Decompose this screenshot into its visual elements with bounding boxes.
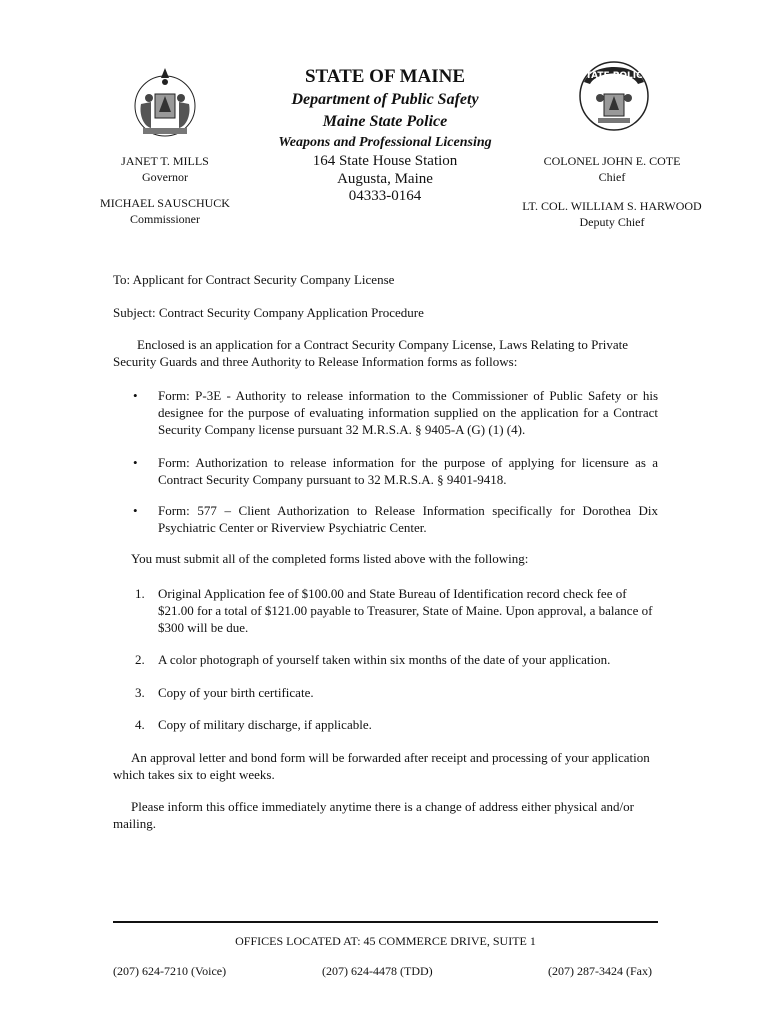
badge-text: STATE POLICE xyxy=(579,71,649,81)
bullet-icon: • xyxy=(133,388,138,403)
submit-intro: You must submit all of the completed forms listed above with the following: xyxy=(131,551,529,566)
state-title: STATE OF MAINE xyxy=(304,66,466,87)
approval-paragraph: An approval letter and bond form will be forwarded after receipt and processing of your application which takes six to eight weeks. xyxy=(113,750,650,782)
footer-voice-phone: (207) 624-7210 (Voice) xyxy=(113,964,227,978)
deputy-chief-title: Deputy Chief xyxy=(579,215,645,229)
footer-tdd-phone: (207) 624-4478 (TDD) xyxy=(322,964,433,978)
bullet-icon: • xyxy=(133,455,138,470)
item-number: 2. xyxy=(135,652,145,667)
requirement-text: Copy of your birth certificate. xyxy=(158,685,314,700)
deputy-chief-name: LT. COL. WILLIAM S. HARWOOD xyxy=(522,199,702,213)
inform-paragraph: Please inform this office immediately anytime there is a change of address either physical and/or mailing. xyxy=(113,799,634,831)
form-description: Form: 577 – Client Authorization to Release Information specifically for Dorothea Dix Psychiatric Center or Riverview Psychiatric Center. xyxy=(158,503,658,535)
requirement-text: Copy of military discharge, if applicable. xyxy=(158,717,372,732)
item-number: 1. xyxy=(135,586,145,601)
to-line: To: Applicant for Contract Security Company License xyxy=(113,272,395,287)
footer-divider xyxy=(113,921,658,923)
commissioner-name: MICHAEL SAUSCHUCK xyxy=(100,196,230,210)
department-name: Department of Public Safety xyxy=(291,91,479,108)
address-line-3: 04333-0164 xyxy=(348,188,422,204)
footer-fax-number: (207) 287-3424 (Fax) xyxy=(548,964,652,978)
commissioner-title: Commissioner xyxy=(129,212,200,226)
subject-line: Subject: Contract Security Company Application Procedure xyxy=(113,305,424,320)
item-number: 3. xyxy=(135,685,145,700)
address-line-1: 164 State House Station xyxy=(312,153,458,169)
state-seal-icon xyxy=(125,62,205,142)
form-description: Form: P-3E - Authority to release information to the Commissioner of Public Safety or his designee for the purpose of evaluating information supplied on the application for a Contract Security Company license pursuant 32 M.R.S.A. § 9405-A (G) (1) (4). xyxy=(158,388,658,437)
bullet-icon: • xyxy=(133,503,138,518)
footer-office-address: OFFICES LOCATED AT: 45 COMMERCE DRIVE, SUITE 1 xyxy=(235,934,536,948)
chief-title: Chief xyxy=(598,170,626,184)
governor-title: Governor xyxy=(142,170,188,184)
address-line-2: Augusta, Maine xyxy=(337,171,433,187)
item-number: 4. xyxy=(135,717,145,732)
agency-name: Maine State Police xyxy=(322,113,448,130)
division-name: Weapons and Professional Licensing xyxy=(278,135,492,150)
intro-paragraph: Enclosed is an application for a Contract Security Company License, Laws Relating to Private Security Guards and three Authority to Release Information forms as follows: xyxy=(113,337,628,369)
chief-name: COLONEL JOHN E. COTE xyxy=(543,154,681,168)
requirement-text: A color photograph of yourself taken within six months of the date of your application. xyxy=(158,652,611,667)
governor-name: JANET T. MILLS xyxy=(121,154,209,168)
form-description: Form: Authorization to release information for the purpose of applying for licensure as a Contract Security Company pursuant to 32 M.R.S.A. § 9401-9418. xyxy=(158,455,658,487)
requirement-text: Original Application fee of $100.00 and State Bureau of Identification record check fee of $21.00 for a total of $121.00 payable to Treasurer, State of Maine. Upon approval, a balance of $300 will be due. xyxy=(158,586,653,635)
state-police-badge-icon xyxy=(572,52,656,136)
